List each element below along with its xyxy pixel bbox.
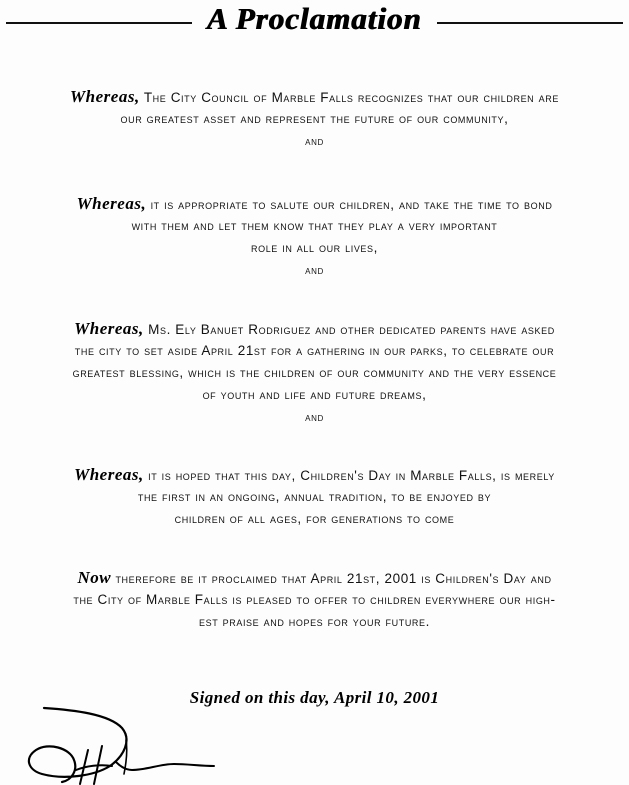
paragraph-line	[0, 86, 629, 108]
now-therefore-paragraph	[0, 567, 629, 633]
whereas-paragraph-3	[0, 318, 629, 428]
paragraph-line: children of all ages, for generations to come	[174, 511, 455, 526]
whereas-paragraph-4	[0, 464, 629, 530]
paragraph-line	[0, 464, 629, 486]
and-connector: and	[305, 410, 324, 424]
paragraph-text: therefore be it proclaimed that April 21st, 2001 is Children's Day and	[115, 571, 552, 586]
paragraph-line: role in all our lives,	[251, 240, 378, 255]
whereas-paragraph-2	[0, 193, 629, 281]
paragraph-line: with them and let them know that they play a very important	[131, 218, 498, 233]
paragraph-text: Ms. Ely Banuet Rodriguez and other dedicated parents have asked	[148, 322, 555, 337]
whereas-paragraph-1	[0, 86, 629, 152]
paragraph-lead-word: Now	[77, 568, 112, 587]
and-connector: and	[305, 134, 324, 148]
page-title: A Proclamation	[207, 1, 422, 36]
paragraph-line	[0, 193, 629, 215]
signed-date-line: Signed on this day, April 10, 2001	[189, 688, 440, 707]
paragraph-text: it is hoped that this day, Children's Day in Marble Falls, is merely	[148, 468, 555, 483]
paragraph-lead-word: Whereas,	[74, 465, 144, 484]
paragraph-line: our greatest asset and represent the future of our community,	[120, 111, 509, 126]
paragraph-text: The City Council of Marble Falls recognizes that our children are	[143, 90, 559, 105]
paragraph-line	[0, 567, 629, 589]
handwritten-signature	[14, 700, 224, 785]
paragraph-lead-word: Whereas,	[76, 194, 147, 213]
paragraph-line: greatest blessing, which is the children of our community and the very essence	[72, 365, 557, 380]
paragraph-line: the City of Marble Falls is pleased to offer to children everywhere our high-	[73, 592, 556, 607]
title-row	[0, 0, 629, 44]
paragraph-line	[0, 318, 629, 340]
paragraph-line: the city to set aside April 21st for a gathering in our parks, to celebrate our	[74, 343, 555, 358]
paragraph-line: est praise and hopes for your future.	[199, 614, 430, 629]
and-connector: and	[305, 263, 324, 277]
paragraph-line: of youth and life and future dreams,	[202, 387, 427, 402]
paragraph-text: it is appropriate to salute our children, and take the time to bond	[150, 197, 553, 212]
paragraph-lead-word: Whereas,	[74, 319, 144, 338]
paragraph-lead-word: Whereas,	[70, 87, 140, 106]
paragraph-line: the first in an ongoing, annual tradition, to be enjoyed by	[137, 489, 492, 504]
